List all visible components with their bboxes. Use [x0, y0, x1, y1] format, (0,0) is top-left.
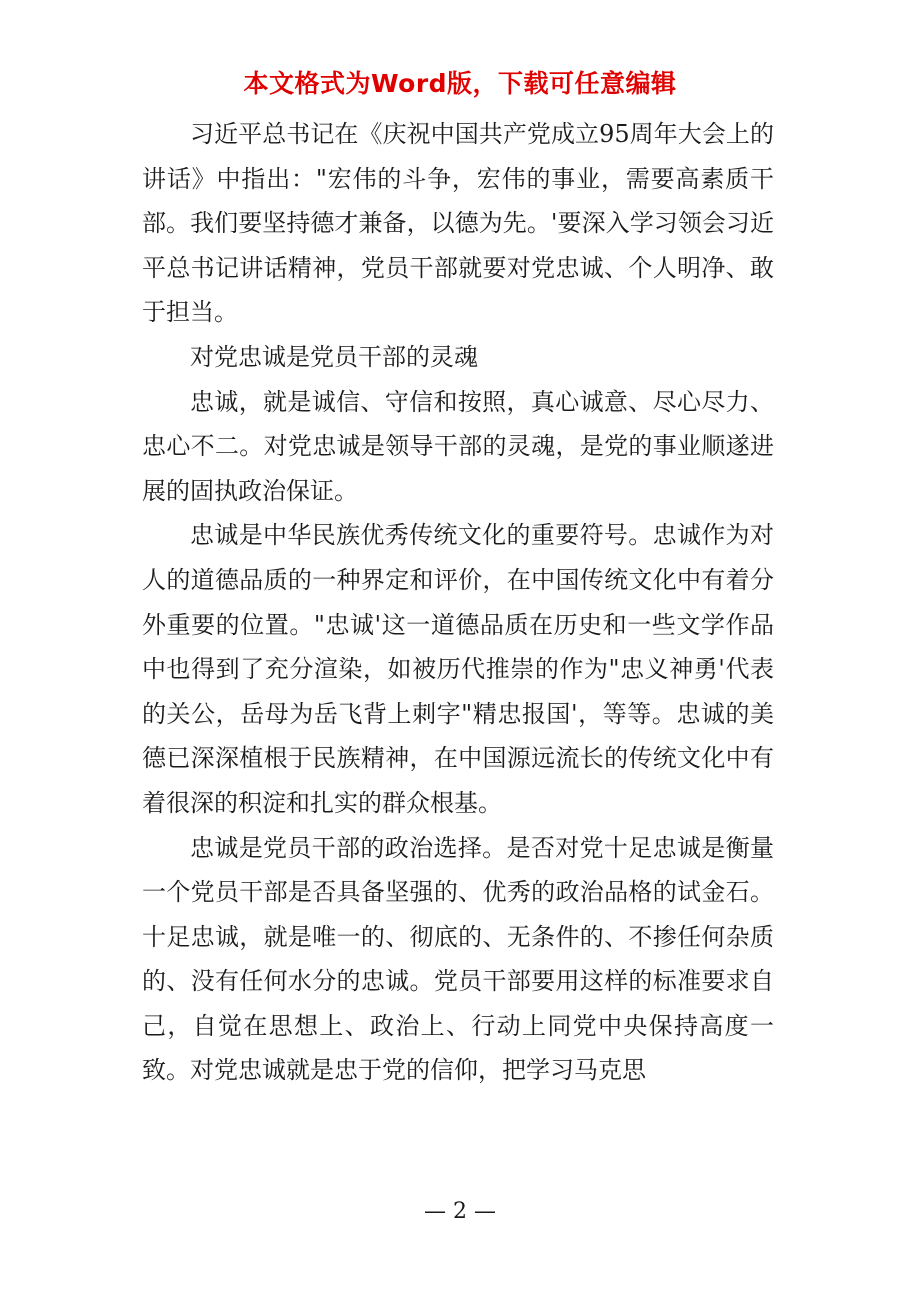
- paragraph-loyalty-tradition: 忠诚是中华民族优秀传统文化的重要符号。忠诚作为对人的道德品质的一种界定和评价，在中国传统文化中有着分外重要的位置。"忠诚'这一道德品质在历史和一些文学作品中也得到了充分渲染，如被历代推崇的作为"忠义神勇'代表的关公，岳母为岳飞背上刺字"精忠报国'，等等。忠诚的美德已深深植根于民族精神，在中国源远流长的传统文化中有着很深的积淀和扎实的群众根基。: [142, 521, 774, 817]
- document-body: [142, 112, 774, 1093]
- format-notice-banner: 本文格式为Word版，下载可任意编辑: [243, 69, 677, 98]
- page-number: — 2 —: [424, 1199, 496, 1224]
- paragraph-loyalty-definition: 忠诚，就是诚信、守信和按照，真心诚意、尽心尽力、忠心不二。对党忠诚是领导干部的灵魂，是党的事业顺遂进展的固执政治保证。: [142, 387, 774, 505]
- paragraph-loyalty-political-choice: 忠诚是党员干部的政治选择。是否对党十足忠诚是衡量一个党员干部是否具备坚强的、优秀的政治品格的试金石。十足忠诚，就是唯一的、彻底的、无条件的、不掺任何杂质的、没有任何水分的忠诚。党员干部要用这样的标准要求自己，自觉在思想上、政治上、行动上同党中央保持高度一致。对党忠诚就是忠于党的信仰，把学习马克思: [142, 833, 774, 1085]
- section-heading: 对党忠诚是党员干部的灵魂: [190, 342, 478, 371]
- paragraph-intro: 习近平总书记在《庆祝中国共产党成立95周年大会上的讲话》中指出："宏伟的斗争，宏伟的事业，需要高素质干部。我们要坚持德才兼备，以德为先。'要深入学习领会习近平总书记讲话精神，党员干部就要对党忠诚、个人明净、敢于担当。: [142, 120, 774, 327]
